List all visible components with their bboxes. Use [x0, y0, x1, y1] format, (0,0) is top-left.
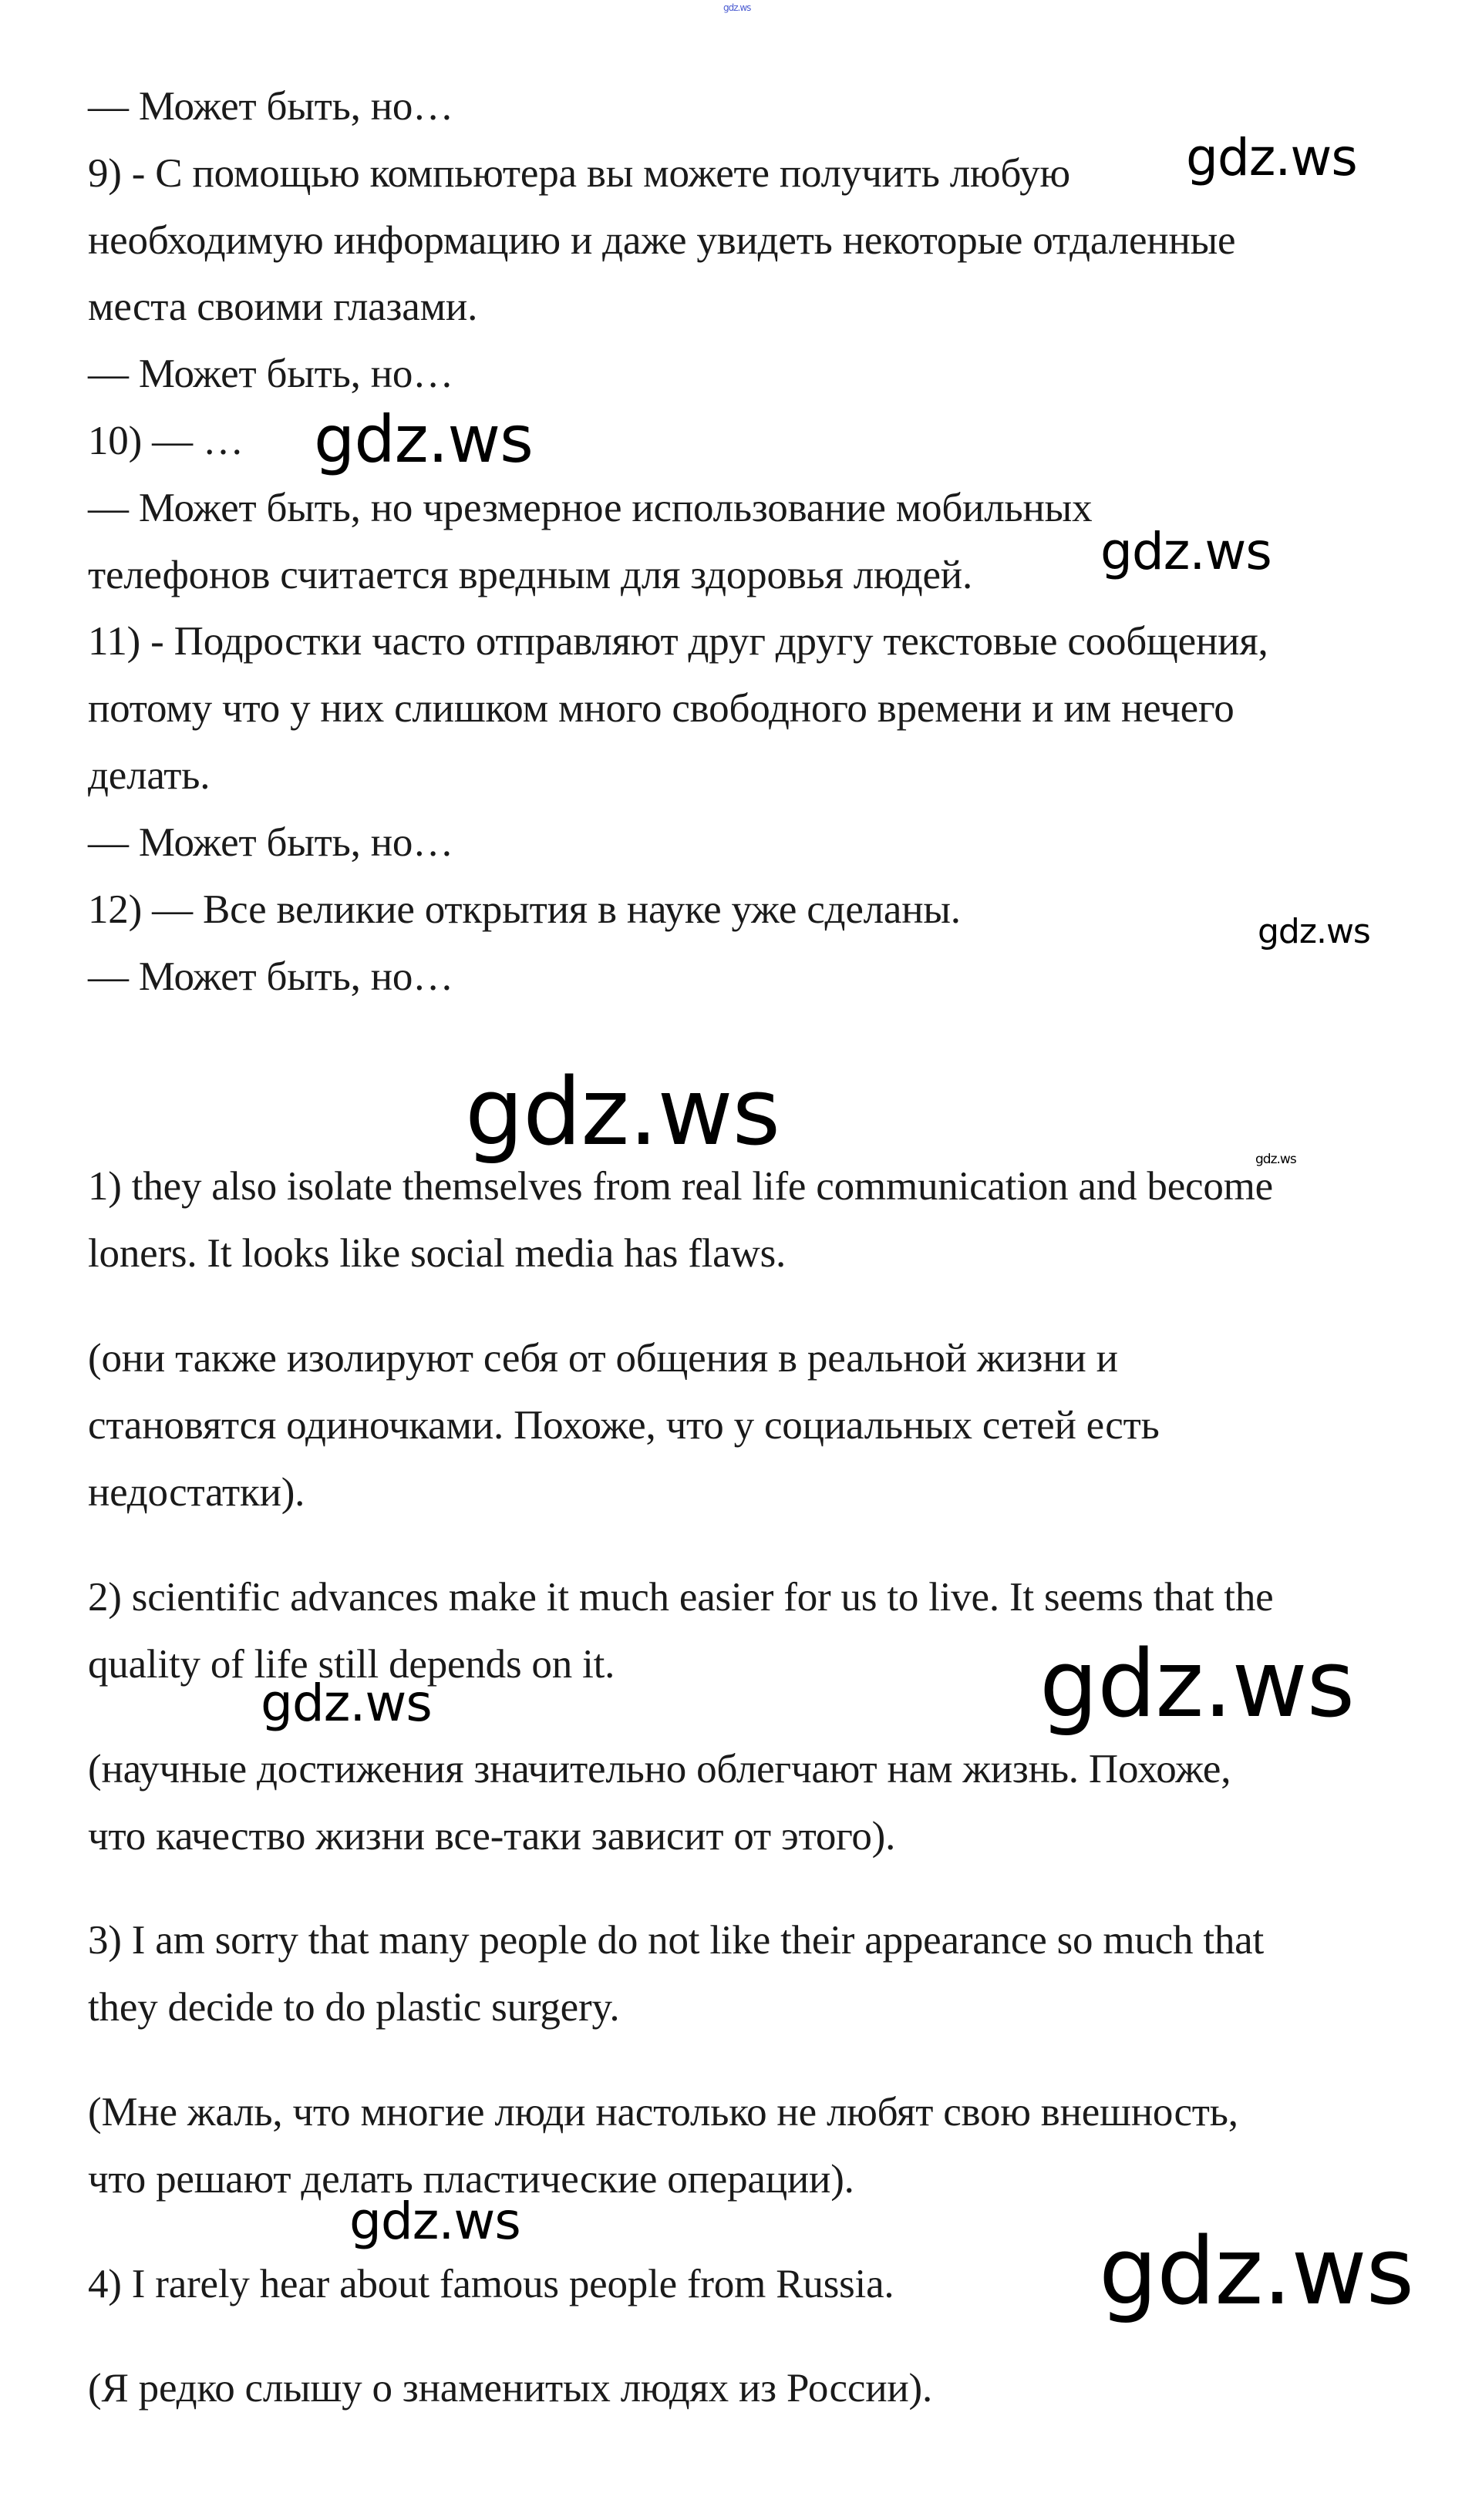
answer-en-line: 1) they also isolate themselves from real life communication and become [88, 1164, 1274, 1209]
answer-en-line: 2) scientific advances make it much easier for us to live. It seems that the [88, 1575, 1274, 1620]
watermark: gdz.ws [1258, 912, 1370, 951]
watermark: gdz.ws [1039, 1631, 1355, 1738]
text-line: необходимую информацию и даже увидеть некоторые отдаленные [88, 218, 1236, 263]
text-line: — Может быть, но… [88, 954, 453, 999]
answer-en-line: loners. It looks like social media has flaws. [88, 1231, 787, 1276]
answer-en-line: 3) I am sorry that many people do not like their appearance so much that [88, 1918, 1265, 1963]
text-line: — Может быть, но… [88, 352, 453, 396]
text-line: 9) - С помощью компьютера вы можете получить любую [88, 151, 1070, 196]
text-line: телефонов считается вредным для здоровья людей. [88, 553, 973, 597]
text-line: — Может быть, но чрезмерное использование мобильных [88, 486, 1093, 530]
text-line: 12) — Все великие открытия в науке уже сделаны. [88, 887, 961, 932]
text-line: места своими глазами. [88, 284, 478, 329]
answer-en-line: quality of life still depends on it. [88, 1642, 615, 1687]
answer-ru-line: (Мне жаль, что многие люди настолько не любят свою внешность, [88, 2090, 1238, 2135]
text-line: — Может быть, но… [88, 820, 453, 865]
text-line: потому что у них слишком много свободного времени и им нечего [88, 686, 1235, 731]
watermark: gdz.ws [465, 1059, 780, 1166]
answer-en-line: 4) I rarely hear about famous people from Russia. [88, 2262, 894, 2306]
answer-ru-line: недостатки). [88, 1470, 305, 1515]
watermark: gdz.ws [261, 1674, 432, 1733]
watermark: gdz.ws [314, 402, 533, 477]
answer-ru-line: что решают делать пластические операции). [88, 2157, 854, 2202]
text-line: 11) - Подростки часто отправляют друг другу текстовые сообщения, [88, 619, 1268, 664]
watermark: gdz.ws [1186, 128, 1357, 187]
watermark: gdz.ws [1100, 522, 1272, 581]
watermark: gdz.ws [349, 2192, 520, 2251]
top-watermark: gdz.ws [723, 2, 751, 13]
text-line: — Может быть, но… [88, 84, 453, 129]
text-line: делать. [88, 753, 211, 798]
answer-ru-line: что качество жизни все-таки зависит от этого). [88, 1814, 896, 1859]
text-line: 10) — … [88, 419, 244, 463]
watermark: gdz.ws [1255, 1152, 1296, 1167]
answer-ru-line: (они также изолируют себя от общения в реальной жизни и [88, 1336, 1118, 1381]
answer-ru-line: (научные достижения значительно облегчают нам жизнь. Похоже, [88, 1747, 1231, 1792]
watermark: gdz.ws [1099, 2219, 1414, 2326]
answer-en-line: they decide to do plastic surgery. [88, 1985, 620, 2030]
answer-ru-line: (Я редко слышу о знаменитых людях из России). [88, 2366, 933, 2411]
answer-ru-line: становятся одиночками. Похоже, что у социальных сетей есть [88, 1403, 1160, 1448]
